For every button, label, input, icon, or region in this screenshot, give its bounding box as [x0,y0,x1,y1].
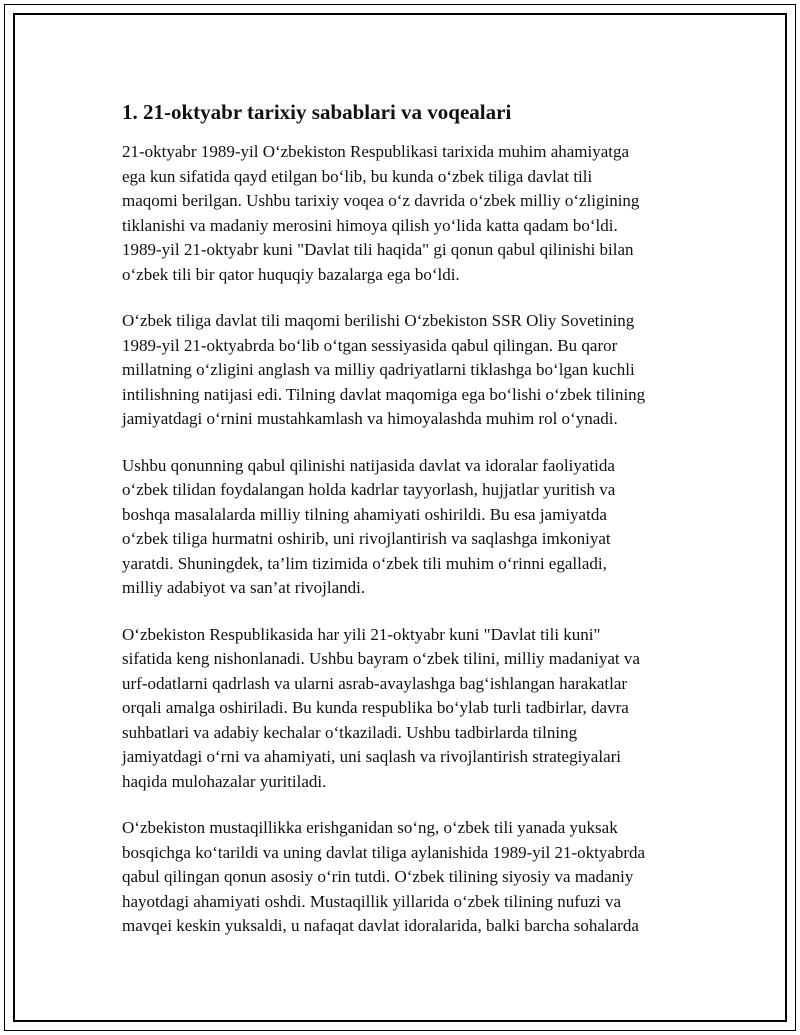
paragraph-line: suhbatlari va adabiy kechalar o‘tkaziladi. Ushbu tadbirlarda tilning [122,722,578,742]
paragraph-line: tiklanishi va madaniy merosini himoya qilish yo‘lida katta qadam bo‘ldi. [122,215,618,235]
paragraph-line: O‘zbekiston mustaqillikka erishganidan so‘ng, o‘zbek tili yanada yuksak [122,818,618,837]
paragraph-line: O‘zbekiston Respublikasida har yili 21-oktyabr kuni "Davlat tili kuni" [122,624,601,644]
paragraph-line: yaratdi. Shuningdek, ta’lim tizimida o‘zbek tili muhim o‘rinni egalladi, [122,553,607,573]
paragraph [122,816,702,939]
paragraph-line: ega kun sifatida qayd etilgan bo‘lib, bu kunda o‘zbek tiliga davlat tili [122,166,593,186]
paragraph-line: boshqa masalalarda milliy tilning ahamiyati oshirildi. Bu esa jamiyatda [122,504,607,524]
paragraph-line: sifatida keng nishonlanadi. Ushbu bayram o‘zbek tilini, milliy madaniyat va [122,649,640,668]
paragraph-line: maqomi berilgan. Ushbu tarixiy voqea o‘z davrida o‘zbek milliy o‘zligining [122,191,640,210]
paragraph-line: 21-oktyabr 1989-yil O‘zbekiston Respublikasi tarixida muhim ahamiyatga [122,142,630,161]
paragraph [122,140,702,287]
paragraph-line: hayotdagi ahamiyati oshdi. Mustaqillik yillarida o‘zbek tilining nufuzi va [122,891,622,911]
paragraph-line: jamiyatdagi o‘rni va ahamiyati, uni saqlash va rivojlantirish strategiyalari [122,747,621,766]
paragraph-line: o‘zbek tili bir qator huquqiy bazalarga ega bo‘ldi. [122,264,460,284]
paragraph-line: intilishning natijasi edi. Tilning davlat maqomiga ega bo‘lishi o‘zbek tilining [122,384,646,404]
document-body [122,97,702,961]
paragraph-line: haqida mulohazalar yuritiladi. [122,771,327,791]
paragraph-line: Ushbu qonunning qabul qilinishi natijasida davlat va idoralar faoliyatida [122,455,615,475]
paragraph-line: O‘zbek tiliga davlat tili maqomi berilishi O‘zbekiston SSR Oliy Sovetining [122,311,635,330]
page-frame [4,4,796,1031]
paragraph-line: o‘zbek tilidan foydalangan holda kadrlar tayyorlash, hujjatlar yuritish va [122,480,616,499]
paragraph-line: millatning o‘zligini anglash va milliy qadriyatlarni tiklashga bo‘lgan kuchli [122,360,635,379]
paragraph-line: 1989-yil 21-oktyabr kuni "Davlat tili haqida" gi qonun qabul qilinishi bilan [122,240,634,259]
paragraph-line: bosqichga ko‘tarildi va uning davlat tiliga aylanishida 1989-yil 21-oktyabrda [122,842,646,862]
section-heading: 1. 21-oktyabr tarixiy sabablari va voqealari [122,100,512,124]
paragraph [122,309,702,432]
paragraph [122,454,702,601]
paragraph-list [122,140,702,939]
paragraph-line: 1989-yil 21-oktyabrda bo‘lib o‘tgan sessiyasida qabul qilingan. Bu qaror [122,335,618,355]
paragraph-line: mavqei keskin yuksaldi, u nafaqat davlat idoralarida, balki barcha sohalarda [122,916,639,935]
paragraph-line: orqali amalga oshiriladi. Bu kunda respublika bo‘ylab turli tadbirlar, davra [122,698,629,717]
paragraph-line: jamiyatdagi o‘rnini mustahkamlash va himoyalashda muhim rol o‘ynadi. [122,409,618,428]
paragraph-line: urf-odatlarni qadrlash va ularni asrab-avaylashga bag‘ishlangan harakatlar [122,673,628,693]
paragraph-line: milliy adabiyot va san’at rivojlandi. [122,578,366,597]
paragraph-line: o‘zbek tiliga hurmatni oshirib, uni rivojlantirish va saqlashga imkoniyat [122,529,611,548]
paragraph [122,623,702,795]
paragraph-line: qabul qilingan qonun asosiy o‘rin tutdi. O‘zbek tilining siyosiy va madaniy [122,867,634,886]
